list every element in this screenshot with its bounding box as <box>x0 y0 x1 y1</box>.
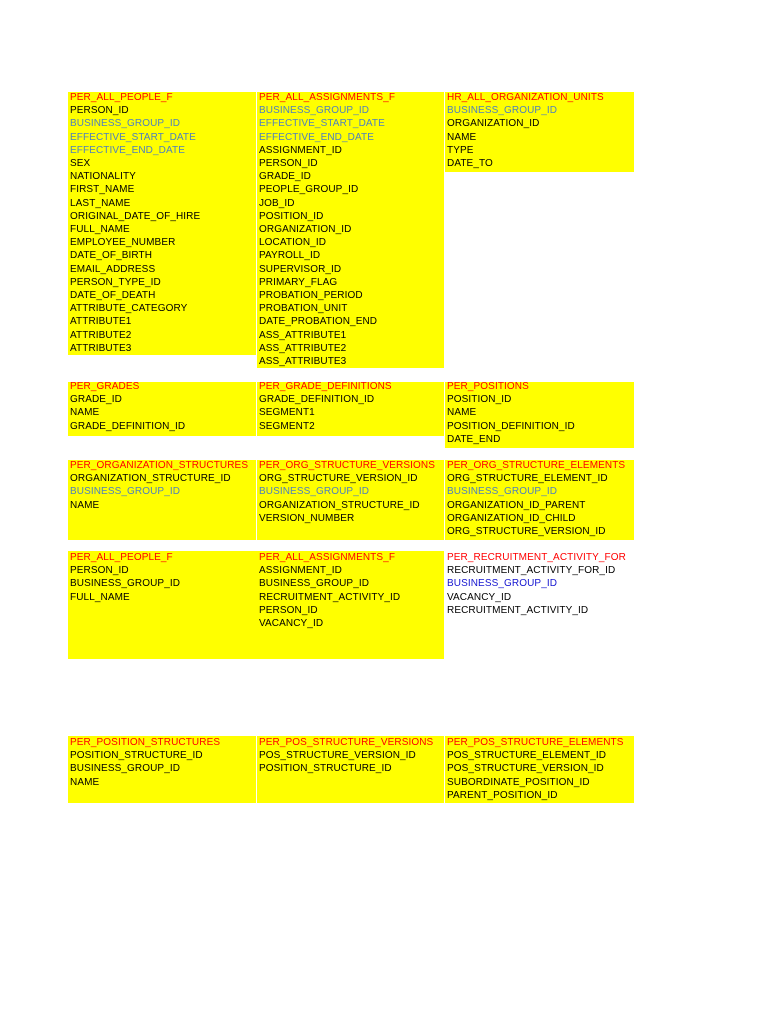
field-cell: NAME <box>70 776 100 788</box>
field-cell: SEGMENT1 <box>259 407 315 419</box>
field-cell: BUSINESS_GROUP_ID <box>447 486 558 498</box>
field-cell: FULL_NAME <box>70 224 130 235</box>
field-cell: PAYROLL_ID <box>259 250 321 262</box>
table-header-per-all-people-f-2: PER_ALL_PEOPLE_F <box>70 552 173 563</box>
field-cell: POSITION_DEFINITION_ID <box>447 420 575 432</box>
field-cell: ORGANIZATION_ID_PARENT <box>447 499 586 511</box>
field-cell: SUBORDINATE_POSITION_ID <box>447 776 590 788</box>
field-cell: PERSON_ID <box>259 158 318 169</box>
field-cell: PERSON_ID <box>259 604 318 616</box>
field-cell: GRADE_ID <box>259 171 311 183</box>
field-cell: ORGANIZATION_STRUCTURE_ID <box>70 473 231 485</box>
field-cell: GRADE_DEFINITION_ID <box>70 420 186 432</box>
table-header-per-pos-structure-versions: PER_POS_STRUCTURE_VERSIONS <box>259 737 434 748</box>
field-cell: VERSION_NUMBER <box>259 512 355 524</box>
field-cell: BUSINESS_GROUP_ID <box>70 763 181 775</box>
field-cell: DATE_TO <box>447 158 493 169</box>
field-cell: POSITION_ID <box>447 394 512 406</box>
field-cell: DATE_END <box>447 433 501 445</box>
field-cell: ORGANIZATION_ID <box>259 224 352 235</box>
field-cell: NAME <box>70 499 100 511</box>
table-header-per-org-structure-elements: PER_ORG_STRUCTURE_ELEMENTS <box>447 460 626 471</box>
field-cell: PERSON_TYPE_ID <box>70 276 161 288</box>
table-header-per-recruitment-activity-for: PER_RECRUITMENT_ACTIVITY_FOR <box>447 552 626 563</box>
field-cell: POS_STRUCTURE_VERSION_ID <box>259 750 416 762</box>
field-cell: VACANCY_ID <box>447 591 512 603</box>
field-cell: ASSIGNMENT_ID <box>259 144 342 156</box>
field-cell: EFFECTIVE_END_DATE <box>259 131 374 143</box>
table-header-per-org-structure-versions: PER_ORG_STRUCTURE_VERSIONS <box>259 460 435 471</box>
field-cell: ASS_ATTRIBUTE2 <box>259 342 347 354</box>
field-cell: FIRST_NAME <box>70 184 135 196</box>
table-header-per-grades: PER_GRADES <box>70 381 140 392</box>
field-cell: TYPE <box>447 144 474 156</box>
field-cell: ORG_STRUCTURE_VERSION_ID <box>447 526 606 537</box>
field-cell: EFFECTIVE_END_DATE <box>70 144 185 156</box>
field-cell: GRADE_DEFINITION_ID <box>259 394 375 406</box>
field-cell: BUSINESS_GROUP_ID <box>259 486 370 498</box>
field-cell: SEGMENT2 <box>259 420 315 432</box>
field-cell: BUSINESS_GROUP_ID <box>70 118 181 130</box>
field-cell: ORGANIZATION_STRUCTURE_ID <box>259 499 420 511</box>
field-cell: RECRUITMENT_ACTIVITY_FOR_ID <box>447 565 616 577</box>
field-cell: EMAIL_ADDRESS <box>70 263 156 275</box>
field-cell: BUSINESS_GROUP_ID <box>259 578 370 590</box>
table-header-per-organization-structures: PER_ORGANIZATION_STRUCTURES <box>70 460 249 471</box>
field-cell: BUSINESS_GROUP_ID <box>447 105 558 117</box>
table-header-per-all-assignments-f: PER_ALL_ASSIGNMENTS_F <box>259 92 396 103</box>
table-header-per-pos-structure-elements: PER_POS_STRUCTURE_ELEMENTS <box>447 737 624 748</box>
table-header-per-all-assignments-f-2: PER_ALL_ASSIGNMENTS_F <box>259 552 396 563</box>
field-cell: PROBATION_UNIT <box>259 303 348 315</box>
field-cell: JOB_ID <box>259 197 295 209</box>
field-cell: SUPERVISOR_ID <box>259 263 342 275</box>
field-cell: SEX <box>70 158 91 169</box>
field-cell: LAST_NAME <box>70 197 131 209</box>
field-cell: PEOPLE_GROUP_ID <box>259 184 359 196</box>
field-cell: POSITION_ID <box>259 210 324 222</box>
field-cell: ORGANIZATION_ID_CHILD <box>447 512 576 524</box>
field-cell: BUSINESS_GROUP_ID <box>70 486 181 498</box>
table-header-per-grade-definitions: PER_GRADE_DEFINITIONS <box>259 381 392 392</box>
table-header-per-all-people-f: PER_ALL_PEOPLE_F <box>70 92 173 103</box>
field-cell: RECRUITMENT_ACTIVITY_ID <box>259 591 401 603</box>
field-cell: GRADE_ID <box>70 394 122 406</box>
field-cell: FULL_NAME <box>70 591 130 603</box>
field-cell: ASS_ATTRIBUTE3 <box>259 356 347 367</box>
field-cell: NAME <box>447 131 477 143</box>
field-cell: ORGANIZATION_ID <box>447 118 540 130</box>
field-cell: VACANCY_ID <box>259 618 324 629</box>
field-cell: DATE_OF_BIRTH <box>70 250 153 262</box>
table-header-per-position-structures: PER_POSITION_STRUCTURES <box>70 737 221 748</box>
field-cell: POS_STRUCTURE_VERSION_ID <box>447 763 604 775</box>
field-cell: DATE_PROBATION_END <box>259 316 378 328</box>
field-cell: DATE_OF_DEATH <box>70 290 156 301</box>
table-header-per-positions: PER_POSITIONS <box>447 381 529 392</box>
field-cell: LOCATION_ID <box>259 237 327 249</box>
field-cell: POSITION_STRUCTURE_ID <box>70 750 203 762</box>
field-cell: EFFECTIVE_START_DATE <box>70 131 196 143</box>
field-cell: ORG_STRUCTURE_VERSION_ID <box>259 473 418 485</box>
field-cell: NATIONALITY <box>70 171 136 183</box>
field-cell: PRIMARY_FLAG <box>259 276 338 288</box>
field-cell: RECRUITMENT_ACTIVITY_ID <box>447 604 589 616</box>
field-cell: BUSINESS_GROUP_ID <box>447 578 558 590</box>
field-cell: EFFECTIVE_START_DATE <box>259 118 385 130</box>
field-cell: ORIGINAL_DATE_OF_HIRE <box>70 210 201 222</box>
table-header-hr-all-organization-units: HR_ALL_ORGANIZATION_UNITS <box>447 92 604 103</box>
field-cell: PERSON_ID <box>70 565 129 577</box>
field-cell: EMPLOYEE_NUMBER <box>70 237 176 249</box>
field-cell: ATTRIBUTE3 <box>70 342 132 354</box>
field-cell: BUSINESS_GROUP_ID <box>70 578 181 590</box>
field-cell: ASS_ATTRIBUTE1 <box>259 329 347 341</box>
field-cell: NAME <box>70 407 100 419</box>
field-cell: POS_STRUCTURE_ELEMENT_ID <box>447 750 607 762</box>
field-cell: NAME <box>447 407 477 419</box>
field-cell: PERSON_ID <box>70 105 129 117</box>
field-cell: ATTRIBUTE1 <box>70 316 132 328</box>
field-cell: POSITION_STRUCTURE_ID <box>259 763 392 775</box>
field-cell: ATTRIBUTE_CATEGORY <box>70 303 188 315</box>
field-cell: ATTRIBUTE2 <box>70 329 132 341</box>
field-cell: ORG_STRUCTURE_ELEMENT_ID <box>447 473 608 485</box>
field-cell: BUSINESS_GROUP_ID <box>259 105 370 117</box>
field-cell: ASSIGNMENT_ID <box>259 565 342 577</box>
field-cell: PROBATION_PERIOD <box>259 290 363 301</box>
field-cell: PARENT_POSITION_ID <box>447 789 558 801</box>
